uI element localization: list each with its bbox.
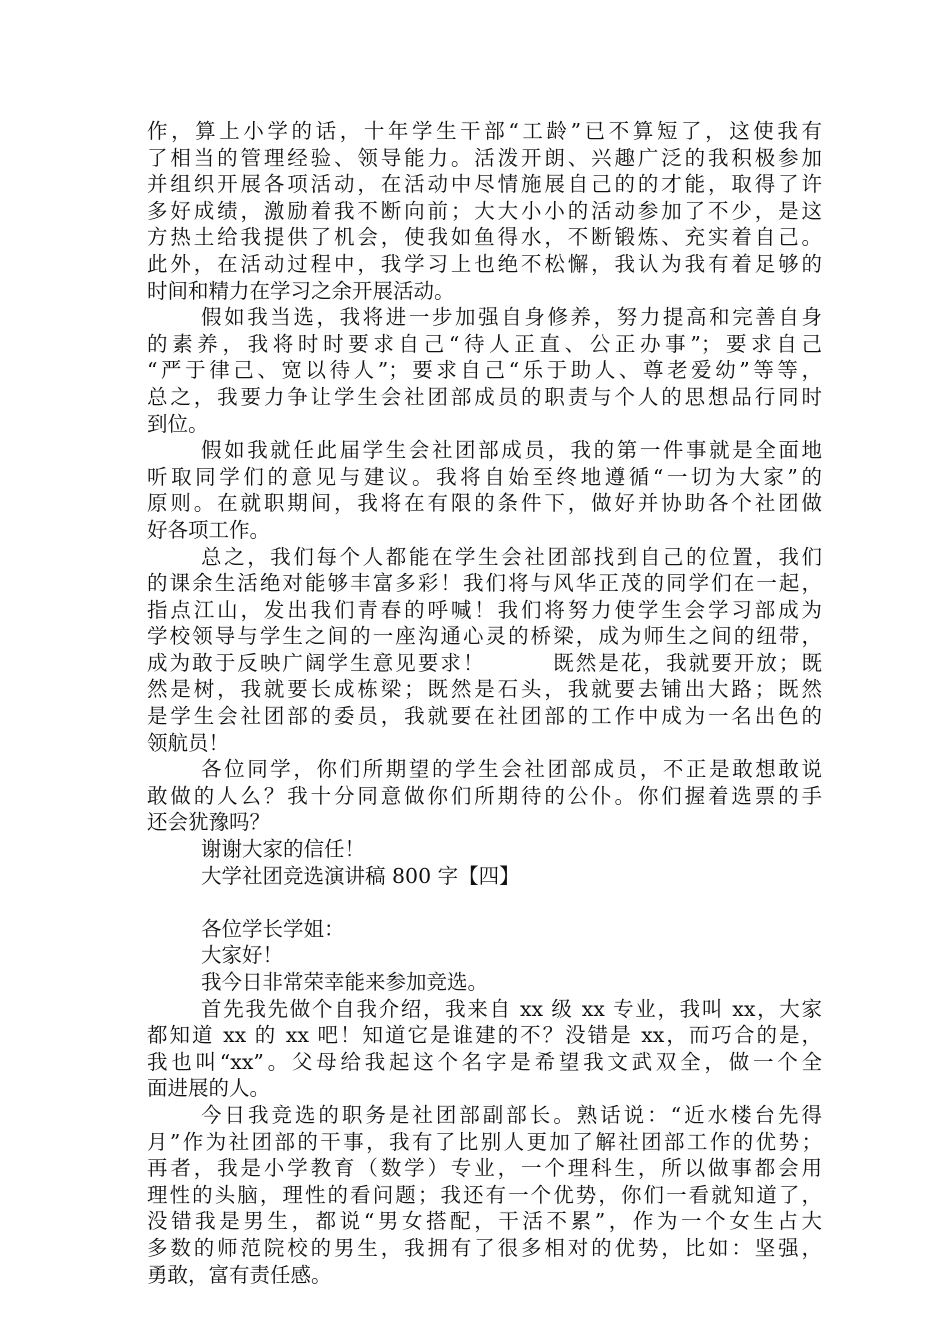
text-line: 是学生会社团部的委员，我就要在社团部的工作中成为一名出色的 [147,704,822,729]
text-line: 然是树，我就要长成栋梁；既然是石头，我就要去铺出大路；既然 [147,677,822,702]
text-line: 并组织开展各项活动，在活动中尽情施展自己的的才能，取得了许 [147,172,822,197]
text-line: 各位学长学姐： [201,916,345,941]
text-line: 领航员！ [147,730,229,755]
text-line: 敢做的人么？我十分同意做你们所期待的公仆。你们握着选票的手 [147,783,822,808]
text-line: 方热土给我提供了机会，使我如鱼得水，不断锻炼、充实着自己。 [147,225,822,250]
text-line: 指点江山，发出我们青春的呼喊！我们将努力使学生会学习部成为 [147,597,822,622]
text-line: 面进展的人。 [147,1076,270,1101]
text-line: 假如我就任此届学生会社团部成员，我的第一件事就是全面地 [201,438,822,463]
text-line: 总之，我们每个人都能在学生会社团部找到自己的位置，我们 [201,544,822,569]
text-line: 谢谢大家的信任！ [201,837,365,862]
blank-line [147,889,822,916]
text-line: 再者，我是小学教育（数学）专业，一个理科生，所以做事都会用 [147,1156,822,1181]
text-line: 月”作为社团部的干事，我有了比别人更加了解社团部工作的优势； [147,1129,822,1154]
text-line: 首先我先做个自我介绍，我来自 xx 级 xx 专业，我叫 xx，大家 [201,996,822,1021]
text-line: 好各项工作。 [147,517,270,542]
text-line: 今日我竞选的职务是社团部副部长。熟话说：“近水楼台先得 [201,1102,822,1127]
text-line: “严于律己、宽以待人”；要求自己“乐于助人、尊老爱幼”等等， [147,358,822,383]
text-line: 听取同学们的意见与建议。我将自始至终地遵循“一切为大家”的 [147,464,822,489]
document-body [147,118,822,1288]
text-line: 勇敢，富有责任感。 [147,1262,332,1287]
text-line: 此外，在活动过程中，我学习上也绝不松懈，我认为我有着足够的 [147,251,822,276]
text-line: 了相当的管理经验、领导能力。活泼开朗、兴趣广泛的我积极参加 [147,145,822,170]
text-line: 都知道 xx 的 xx 吧！知道它是谁建的不？没错是 xx，而巧合的是， [147,1023,822,1048]
text-line: 多好成绩，激励着我不断向前；大大小小的活动参加了不少，是这 [147,198,822,223]
text-line: 多数的师范院校的男生，我拥有了很多相对的优势，比如：坚强， [147,1235,822,1260]
text-line: 各位同学，你们所期望的学生会社团部成员，不正是敢想敢说 [201,757,822,782]
text-line: 总之，我要力争让学生会社团部成员的职责与个人的思想品行同时 [147,384,822,409]
text-line: 到位。 [147,411,209,436]
text-line: 假如我当选，我将进一步加强自身修养，努力提高和完善自身 [201,305,822,330]
text-line: 还会犹豫吗？ [147,810,270,835]
text-line: 原则。在就职期间，我将在有限的条件下，做好并协助各个社团做 [147,491,822,516]
text-line: 的素养，我将时时要求自己“待人正直、公正办事”；要求自己 [147,331,822,356]
text-line: 学校领导与学生之间的一座沟通心灵的桥梁，成为师生之间的纽带， [147,624,822,649]
text-line: 的课余生活绝对能够丰富多彩！我们将与风华正茂的同学们在一起， [147,571,822,596]
text-line: 时间和精力在学习之余开展活动。 [147,278,455,303]
text-line: 理性的头脑，理性的看问题；我还有一个优势，你们一看就知道了， [147,1182,822,1207]
text-line: 我今日非常荣幸能来参加竞选。 [201,970,488,994]
text-line: 大学社团竞选演讲稿 800 字【四】 [201,863,520,888]
text-line: 作，算上小学的话，十年学生干部“工龄”已不算短了，这使我有 [147,119,822,143]
text-line: 大家好！ [201,943,283,968]
text-line: 成为敢于反映广阔学生意见要求！ 既然是花，我就要开放；既 [147,650,822,675]
text-line: 我也叫“xx”。父母给我起这个名字是希望我文武双全，做一个全 [147,1049,822,1074]
text-line: 没错我是男生，都说“男女搭配，干活不累”，作为一个女生占大 [147,1209,822,1234]
